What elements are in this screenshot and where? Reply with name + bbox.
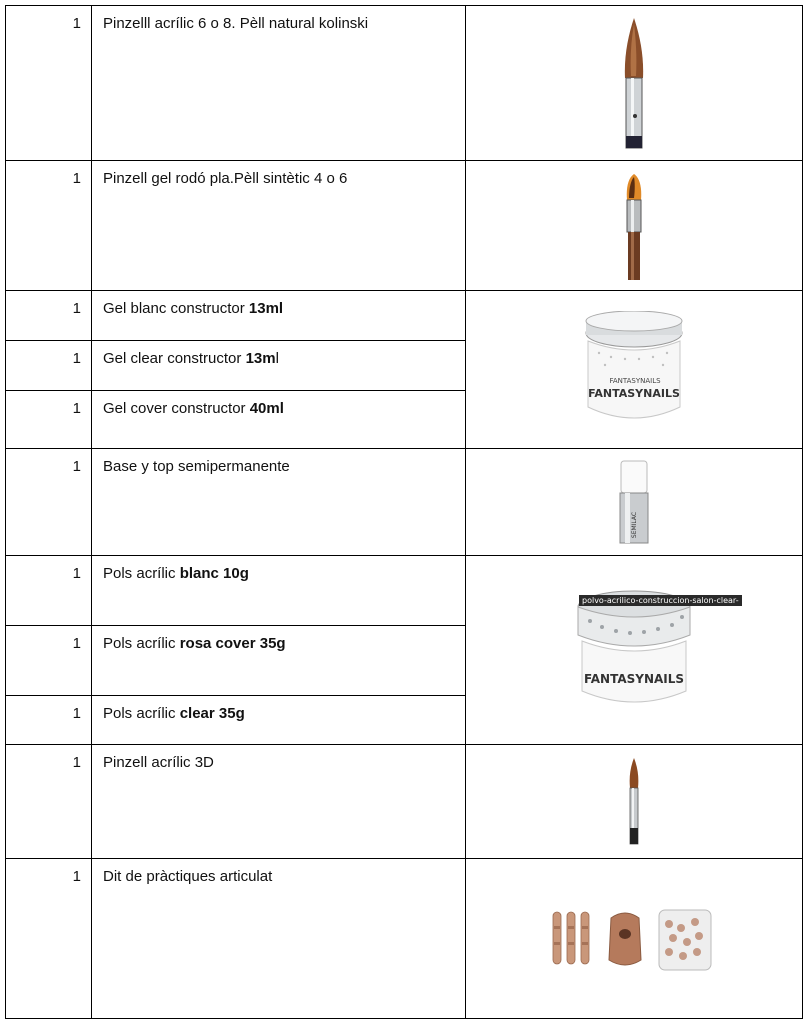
table-row [6,745,803,859]
row-quantity: 1 [6,161,92,291]
row-description: Gel cover constructor 40ml [92,391,466,449]
table-row [6,556,803,626]
materials-table [5,5,803,1019]
base-top-bottle-image [616,459,652,545]
svg-text:FANTASYNAILS: FANTASYNAILS [583,672,685,686]
table-row [6,449,803,556]
row-quantity: 1 [6,745,92,859]
acrylic-brush-image [614,16,654,151]
row-description: Base y top semipermanente [92,449,466,556]
image-cell [466,745,803,859]
row-quantity: 1 [6,449,92,556]
row-description: Pols acrílic rosa cover 35g [92,626,466,696]
row-description: Pinzell acrílic 3D [92,745,466,859]
table-row [6,6,803,161]
row-description: Pinzell gel rodó pla.Pèll sintètic 4 o 6 [92,161,466,291]
row-description: Pinzelll acrílic 6 o 8. Pèll natural kolinski [92,6,466,161]
row-quantity: 1 [6,626,92,696]
row-description: Dit de pràctiques articulat [92,859,466,1019]
image-cell [466,6,803,161]
svg-text:SEMILAC: SEMILAC [631,511,638,539]
row-quantity: 1 [6,6,92,161]
row-quantity: 1 [6,556,92,626]
row-description: Pols acrílic clear 35g [92,696,466,745]
row-description: Pols acrílic blanc 10g [92,556,466,626]
table-row [6,161,803,291]
svg-text:FANTASYNAILS: FANTASYNAILS [588,386,680,400]
image-caption-tag: polvo-acrilico-construccion-salon-clear- [579,595,742,606]
3d-brush-image [622,756,646,848]
image-cell [466,161,803,291]
practice-finger-image [549,904,719,974]
row-quantity: 1 [6,341,92,391]
gel-brush-image [614,170,654,282]
image-cell [466,859,803,1019]
svg-text:FANTASYNAILS: FANTASYNAILS [609,376,661,385]
row-description: Gel blanc constructor 13ml [92,291,466,341]
table-row [6,859,803,1019]
image-cell [466,556,803,745]
gel-jar-image [579,311,689,429]
row-quantity: 1 [6,291,92,341]
row-quantity: 1 [6,696,92,745]
table-row [6,291,803,341]
row-quantity: 1 [6,859,92,1019]
image-cell [466,449,803,556]
row-description: Gel clear constructor 13ml [92,341,466,391]
image-cell [466,291,803,449]
row-quantity: 1 [6,391,92,449]
